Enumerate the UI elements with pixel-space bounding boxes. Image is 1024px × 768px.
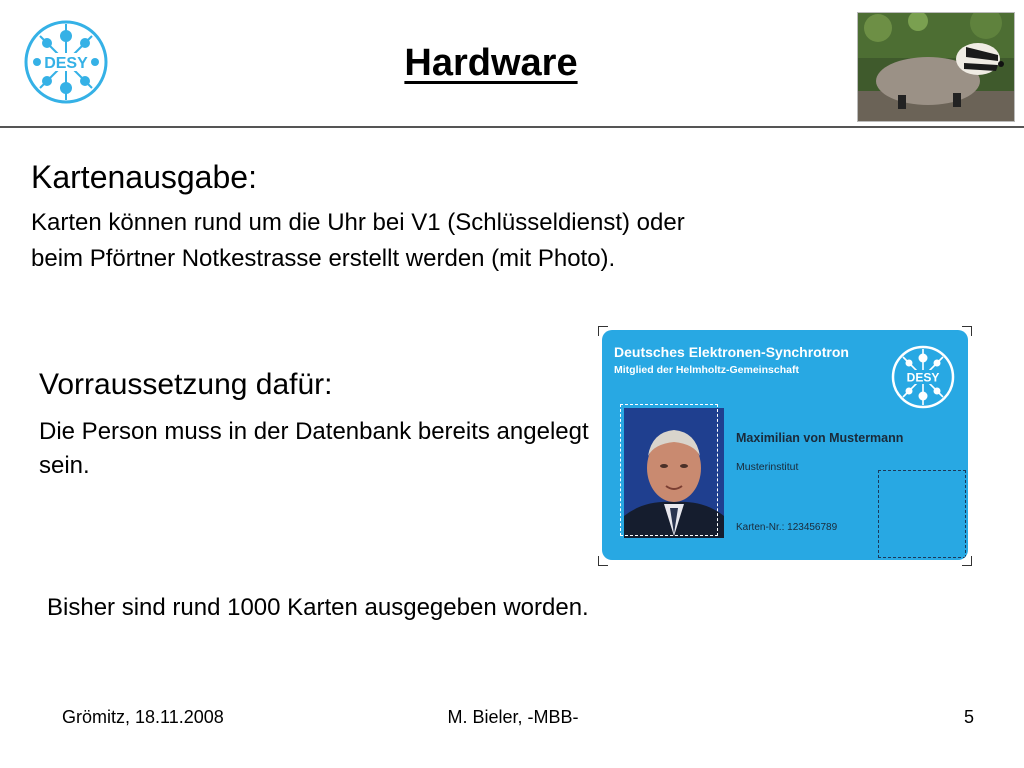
- card-number: Karten-Nr.: 123456789: [736, 522, 838, 533]
- card-institute: Musterinstitut: [736, 461, 799, 473]
- chip-placeholder-frame: [878, 470, 966, 558]
- badger-photo: [857, 12, 1015, 122]
- section-heading-prerequisite: Vorraussetzung dafür:: [39, 368, 333, 401]
- id-card-image: [598, 326, 972, 566]
- footer-author: [0, 707, 1024, 728]
- footer-author-text: M. Bieler, -MBB-: [447, 707, 579, 727]
- photo-placeholder-frame: [620, 404, 718, 536]
- footer-location-date: Grömitz, 18.11.2008: [62, 707, 224, 727]
- id-card: [602, 330, 968, 560]
- page-title: Hardware: [404, 42, 578, 84]
- card-desy-logo: [890, 344, 956, 410]
- card-organization: Deutsches Elektronen-Synchrotron: [614, 344, 849, 360]
- card-holder-name: Maximilian von Mustermann: [736, 431, 904, 445]
- header-divider: [0, 126, 1024, 128]
- logo-text: DESY: [44, 55, 88, 72]
- page-number: 5: [963, 707, 974, 727]
- section-text-card-issuance: Karten können rund um die Uhr bei V1 (Schlüsseldienst) oder beim Pförtner Notkestrasse erstellt werden (mit Photo).: [31, 209, 685, 272]
- section-text-issued-count: Bisher sind rund 1000 Karten ausgegeben worden.: [47, 594, 589, 621]
- card-subtitle: Mitglied der Helmholtz-Gemeinschaft: [614, 364, 799, 376]
- section-text-prerequisite: Die Person muss in der Datenbank bereits angelegt sein.: [39, 418, 589, 479]
- section-heading-card-issuance: Kartenausgabe:: [31, 159, 257, 195]
- card-logo-text: DESY: [906, 370, 940, 385]
